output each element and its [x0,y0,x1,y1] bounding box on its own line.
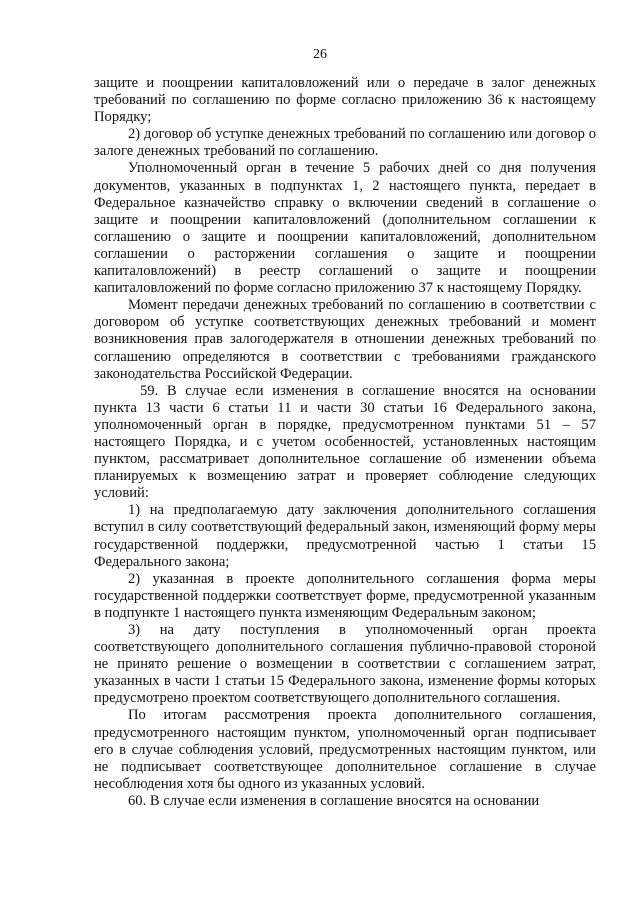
paragraph-transfer-moment: Момент передачи денежных требований по соглашению в соответствии с договором об уступке соответствующих денежных требований и момент возникновения прав залогодержателя в отношении денежных требований по соглашению определяются в соответствии с требованиями гражданского законодательства Российской Федерации. [94,297,596,382]
paragraph-authorized-body: Уполномоченный орган в течение 5 рабочих дней со дня получения документов, указанных в подпунктах 1, 2 настоящего пункта, передает в Федеральное казначейство справку о включении сведений в соглашение о защите и поощрении капиталовложений (дополнительном соглашении к соглашению о защите и поощрении капиталовложений, дополнительном соглашении о расторжении соглашения о защите и поощрении капиталовложений) в реестр соглашений о защите и поощрении капиталовложений по форме согласно приложению 37 к настоящему Порядку. [94,160,596,297]
document-body [94,75,596,810]
paragraph-clause-60: 60. В случае если изменения в соглашение вносятся на основании [128,792,540,809]
paragraph-condition-3: 3) на дату поступления в уполномоченный орган проекта соответствующего дополнительного соглашения публично-правовой стороной не принято решение о возмещении в соответствии с соглашением затрат, указанных в части 1 статьи 15 Федерального закона, изменение формы которых предусмотрено проектом соответствующего дополнительного соглашения. [94,622,596,707]
paragraph-condition-1: 1) на предполагаемую дату заключения дополнительного соглашения вступил в силу соответствующий федеральный закон, изменяющий форму меры государственной поддержки, предусмотренной частью 1 статьи 15 Федерального закона; [94,502,596,570]
paragraph-review-result: По итогам рассмотрения проекта дополнительного соглашения, предусмотренного настоящим пунктом, уполномоченный орган подписывает его в случае соблюдения условий, предусмотренных настоящим пунктом, или не подписывает соответствующее дополнительное соглашение в случае несоблюдения хотя бы одного из указанных условий. [94,707,596,792]
page-number: 26 [313,47,327,62]
paragraph-clause-59: 59. В случае если изменения в соглашение вносятся на основании пункта 13 части 6 статьи 11 и части 30 статьи 16 Федерального закона, уполномоченный орган в порядке, предусмотренном пунктами 51 – 57 настоящего Порядка, и с учетом особенностей, установленных настоящим пунктом, рассматривает дополнительное соглашение об изменении объема планируемых к возмещению затрат и проверяет соблюдение следующих условий: [94,382,596,502]
paragraph-subitem-2: 2) договор об уступке денежных требований по соглашению или договор о залоге денежных требований по соглашению. [94,126,596,160]
paragraph-continuation: защите и поощрении капиталовложений или о передаче в залог денежных требований по соглашению по форме согласно приложению 36 к настоящему Порядку; [94,75,596,126]
paragraph-condition-2: 2) указанная в проекте дополнительного соглашения форма меры государственной поддержки соответствует форме, предусмотренной указанным в подпункте 1 настоящего пункта изменяющим Федеральным законом; [94,570,596,621]
